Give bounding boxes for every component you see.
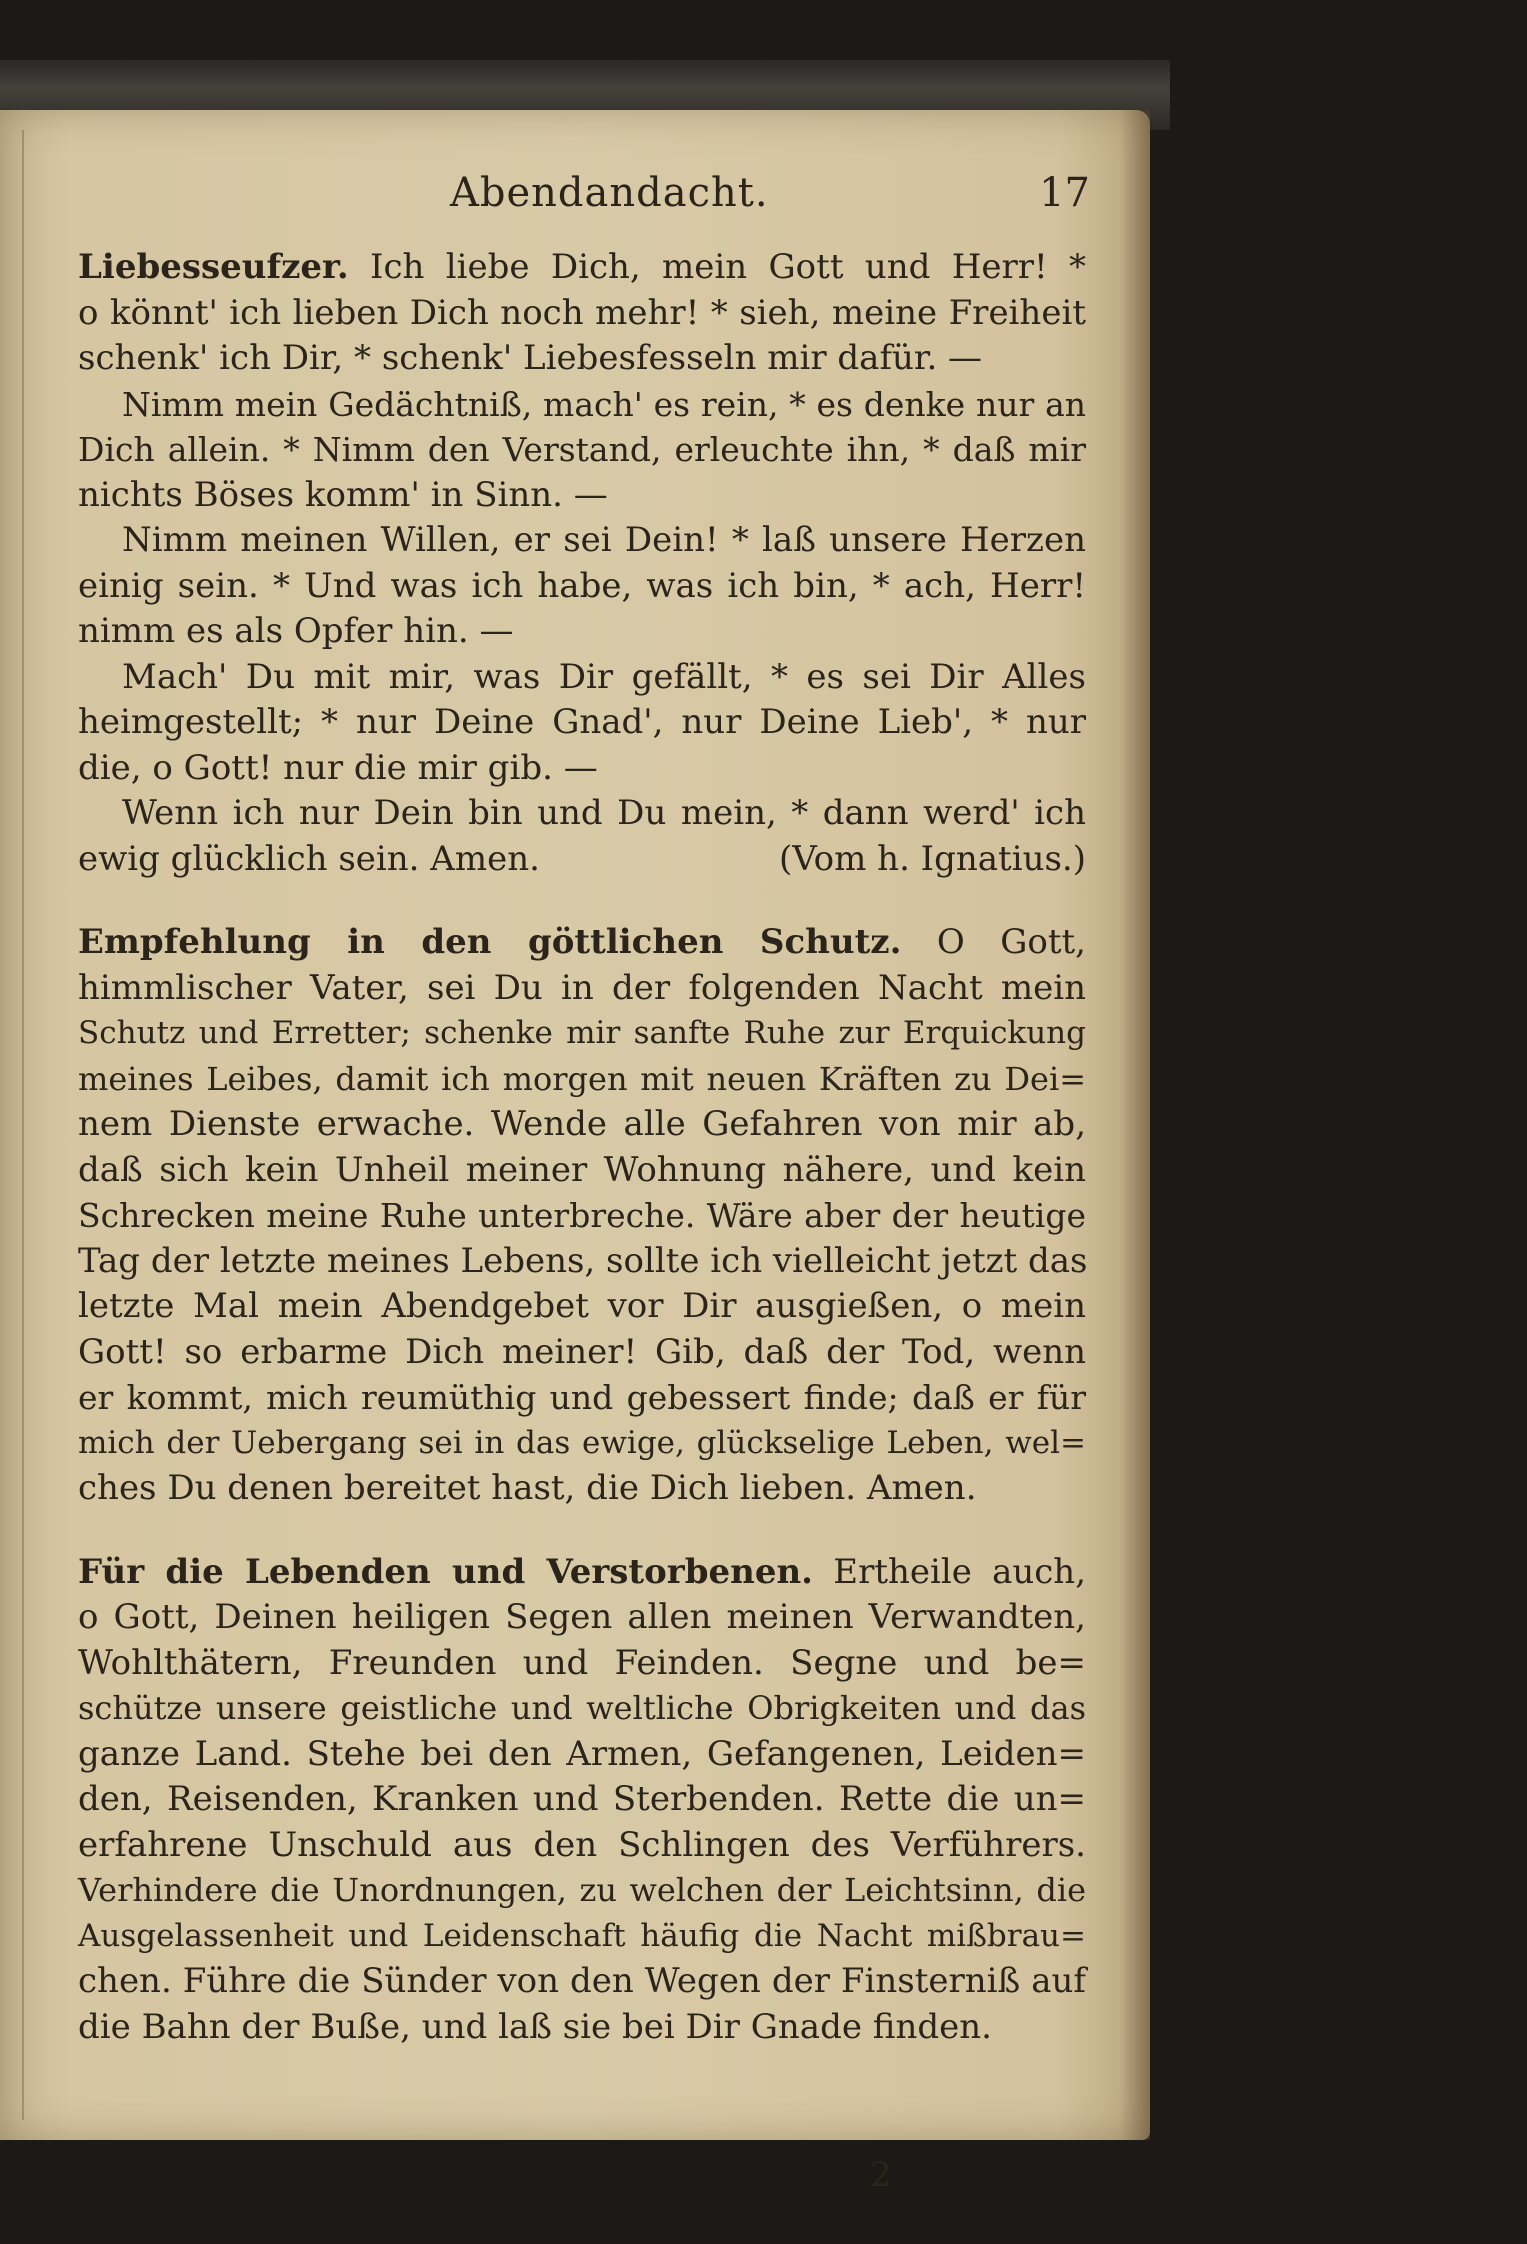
text-line: ganze Land. Stehe bei den Armen, Gefangenen, Leiden=	[78, 1733, 1086, 1774]
text-line: o könnt' ich lieben Dich noch mehr! * sieh, meine Freiheit	[78, 292, 1086, 333]
section-heading: Für die Lebenden und Verstorbenen.	[78, 1551, 814, 1592]
text-line: meines Leibes, damit ich morgen mit neuen Kräften zu Dei=	[78, 1059, 1086, 1098]
paragraph-liebesseufzer	[78, 245, 1086, 882]
text-line: Nimm mein Gedächtniß, mach' es rein, * es denke nur an	[122, 384, 1086, 424]
text-line: Mach' Du mit mir, was Dir gefällt, * es sei Dir Alles	[122, 656, 1086, 697]
section-heading: Empfehlung in den göttlichen Schutz.	[78, 922, 902, 962]
text-line: Empfehlung in den göttlichen Schutz. O Gott,	[78, 922, 1086, 962]
signature-mark: 2	[870, 2155, 892, 2195]
paragraph-empfehlung	[78, 920, 1086, 1512]
text-line: Gott! so erbarme Dich meiner! Gib, daß der Tod, wenn	[78, 1331, 1086, 1372]
text-line: mich der Uebergang sei in das ewige, glückselige Leben, wel=	[78, 1424, 1086, 1461]
text-line: einig sein. * Und was ich habe, was ich bin, * ach, Herr!	[78, 565, 1086, 606]
text-line: heimgestellt; * nur Deine Gnad', nur Deine Lieb', * nur	[78, 702, 1086, 742]
text-line: er kommt, mich reumüthig und gebessert finde; daß er für	[78, 1378, 1086, 1417]
text-line: ewig glücklich sein. Amen. (Vom h. Ignatius.)	[78, 837, 1086, 883]
text-line: nem Dienste erwache. Wende alle Gefahren von mir ab,	[78, 1104, 1086, 1144]
text-line: Tag der letzte meines Lebens, sollte ich vielleicht jetzt das	[78, 1240, 1088, 1281]
running-title: Abendandacht.	[450, 170, 769, 216]
text-line: ches Du denen bereitet hast, die Dich lieben. Amen.	[78, 1468, 977, 1508]
page-header	[60, 160, 1090, 220]
text-line: chen. Führe die Sünder von den Wegen der Finsterniß auf	[78, 1961, 1086, 2001]
page-body	[78, 245, 1086, 2050]
text-line: erfahrene Unschuld aus den Schlingen des Verführers.	[78, 1824, 1086, 1865]
text-line: Wenn ich nur Dein bin und Du mein, * dann werd' ich	[122, 793, 1086, 833]
text-line: Wohlthätern, Freunden und Feinden. Segne und be=	[78, 1642, 1086, 1683]
text-line: Nimm meinen Willen, er sei Dein! * laß unsere Herzen	[122, 520, 1086, 560]
text-line: die Bahn der Buße, und laß sie bei Dir Gnade finden.	[78, 2006, 992, 2047]
text-line: nichts Böses komm' in Sinn. —	[78, 474, 608, 515]
text-line: daß sich kein Unheil meiner Wohnung nähere, und kein	[78, 1149, 1086, 1190]
paragraph-lebende-verstorbene	[78, 1550, 1086, 2051]
text-line: die, o Gott! nur die mir gib. —	[78, 747, 598, 788]
text-line: den, Reisenden, Kranken und Sterbenden. Rette die un=	[78, 1779, 1086, 1819]
text-line: Dich allein. * Nimm den Verstand, erleuchte ihn, * daß mir	[78, 430, 1086, 469]
page-number: 17	[1039, 170, 1090, 216]
text-line: Ausgelassenheit und Leidenschaft häufig die Nacht mißbrau=	[78, 1917, 1086, 1954]
text-line: Liebesseufzer. Ich liebe Dich, mein Gott und Herr! *	[78, 247, 1086, 287]
text-line: Schutz und Erretter; schenke mir sanfte Ruhe zur Erquickung	[78, 1015, 1086, 1051]
attribution: (Vom h. Ignatius.)	[778, 838, 1086, 879]
text-line: schenk' ich Dir, * schenk' Liebesfesseln mir dafür. —	[78, 338, 983, 378]
page-edge-shadow	[1120, 110, 1150, 2140]
text-line: o Gott, Deinen heiligen Segen allen meinen Verwandten,	[78, 1597, 1086, 1637]
text-line: letzte Mal mein Abendgebet vor Dir ausgießen, o mein	[78, 1286, 1086, 1326]
text-line: Verhindere die Unordnungen, zu welchen der Leichtsinn, die	[78, 1871, 1086, 1909]
text-line: Für die Lebenden und Verstorbenen. Ertheile auch,	[78, 1551, 1086, 1592]
section-heading: Liebesseufzer.	[78, 247, 349, 287]
text-line: nimm es als Opfer hin. —	[78, 611, 514, 651]
binding-line	[22, 130, 24, 2120]
text-line: Schrecken meine Ruhe unterbreche. Wäre aber der heutige	[78, 1196, 1086, 1235]
text-line: himmlischer Vater, sei Du in der folgenden Nacht mein	[78, 967, 1086, 1008]
book-page	[0, 110, 1150, 2195]
text-line: schütze unsere geistliche und weltliche Obrigkeiten und das	[78, 1689, 1086, 1727]
